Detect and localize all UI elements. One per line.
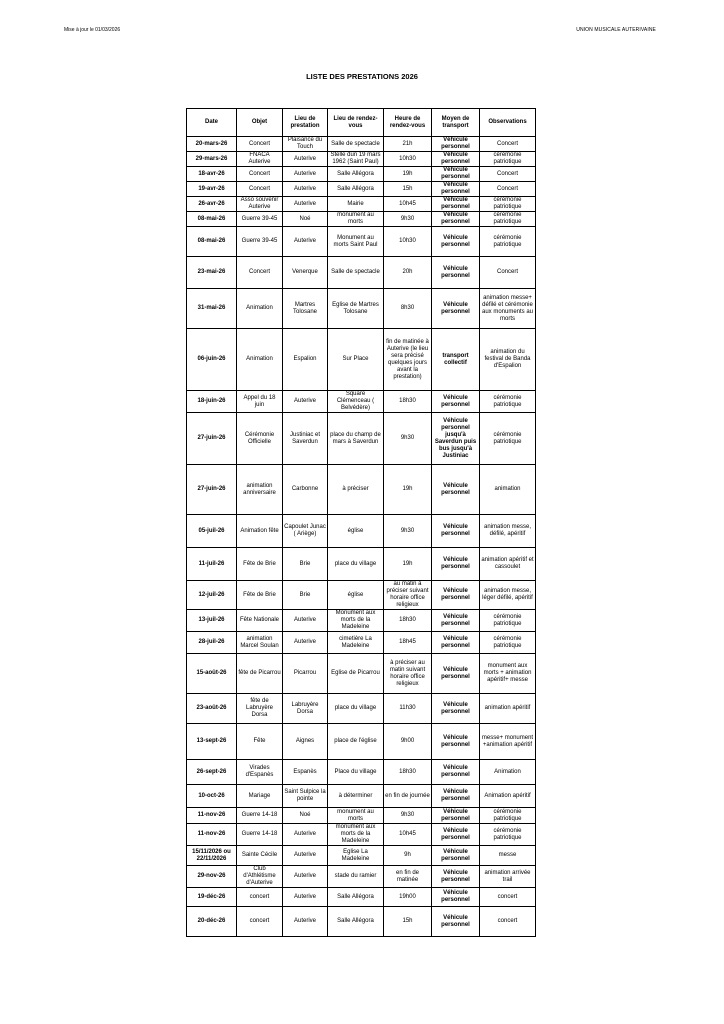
cell-objet: Concert	[237, 182, 283, 197]
cell-obs: animation messe, défilé, apéritif	[480, 515, 536, 548]
cell-heure: 9h30	[384, 515, 432, 548]
cell-rdv: monument au morts	[328, 808, 384, 824]
cell-objet: Appel du 18 juin	[237, 391, 283, 413]
cell-lieu: Venerque	[283, 257, 328, 289]
cell-date: 29-mars-26	[187, 152, 237, 167]
cell-lieu: Noé	[283, 212, 328, 227]
cell-date: 18-avr-26	[187, 167, 237, 182]
cell-heure: 19h	[384, 548, 432, 581]
cell-transport: Véhicule personnel	[432, 152, 480, 167]
cell-transport: Véhicule personnel	[432, 212, 480, 227]
cell-rdv: Eglise La Madeleine	[328, 846, 384, 866]
col-header-date: Date	[187, 109, 237, 137]
cell-lieu: Justiniac et Saverdun	[283, 413, 328, 465]
cell-obs: animation	[480, 465, 536, 515]
cell-lieu: Brie	[283, 548, 328, 581]
cell-obs: Concert	[480, 167, 536, 182]
cell-rdv: Salle Allégora	[328, 888, 384, 907]
cell-rdv: monument au morts	[328, 212, 384, 227]
cell-lieu: Brie	[283, 581, 328, 610]
cell-heure: 10h30	[384, 152, 432, 167]
table-row	[187, 888, 536, 907]
cell-rdv: Sur Place	[328, 329, 384, 391]
cell-heure: 10h30	[384, 227, 432, 257]
cell-obs: cérémonie patriotique	[480, 808, 536, 824]
cell-date: 26-sept-26	[187, 760, 237, 785]
update-date: Mise à jour le 01/03/2026	[64, 27, 121, 33]
table-row	[187, 329, 536, 391]
cell-lieu: Auterive	[283, 152, 328, 167]
cell-rdv: monument aux morts de la Madeleine	[328, 824, 384, 846]
cell-objet: Mariage	[237, 785, 283, 808]
cell-obs: animation du festival de Banda d'Espalion	[480, 329, 536, 391]
cell-lieu: Auterive	[283, 907, 328, 937]
cell-obs: cérémonie patriotique	[480, 610, 536, 632]
table-row	[187, 515, 536, 548]
cell-objet: FNACA Auterive	[237, 152, 283, 167]
cell-heure: en fin de matinée	[384, 866, 432, 888]
cell-rdv: église	[328, 515, 384, 548]
cell-transport: Véhicule personnel	[432, 760, 480, 785]
cell-transport: Véhicule personnel	[432, 724, 480, 760]
cell-obs: cérémonie patriotique	[480, 212, 536, 227]
cell-heure: 9h30	[384, 212, 432, 227]
cell-heure: 10h45	[384, 824, 432, 846]
cell-objet: animation Marcel Soulan	[237, 632, 283, 654]
cell-lieu: Picarrou	[283, 654, 328, 694]
cell-transport: Véhicule personnel	[432, 227, 480, 257]
cell-transport: Véhicule personnel	[432, 182, 480, 197]
cell-obs: cérémonie patriotique	[480, 391, 536, 413]
cell-date: 31-mai-26	[187, 289, 237, 329]
cell-transport: Véhicule personnel	[432, 197, 480, 212]
table-row	[187, 167, 536, 182]
cell-obs: cérémonie patriotique	[480, 227, 536, 257]
cell-heure: au matin à préciser suivant horaire office religieux	[384, 581, 432, 610]
cell-heure: 9h30	[384, 413, 432, 465]
cell-date: 23-mai-26	[187, 257, 237, 289]
cell-transport: Véhicule personnel	[432, 808, 480, 824]
cell-lieu: Saint Sulpice la pointe	[283, 785, 328, 808]
prestations-table	[186, 108, 536, 937]
cell-heure: 18h45	[384, 632, 432, 654]
cell-transport: Véhicule personnel	[432, 632, 480, 654]
cell-rdv: cimetière La Madeleine	[328, 632, 384, 654]
cell-rdv: Stelle dun 19 mars 1962 (Saint Paul)	[328, 152, 384, 167]
table-row	[187, 212, 536, 227]
cell-transport: Véhicule personnel	[432, 785, 480, 808]
cell-rdv: place de l'église	[328, 724, 384, 760]
table-row	[187, 610, 536, 632]
cell-date: 12-juil-26	[187, 581, 237, 610]
table-row	[187, 846, 536, 866]
cell-lieu: Plaisance du Touch	[283, 137, 328, 152]
cell-objet: Concert	[237, 167, 283, 182]
cell-transport: Véhicule personnel	[432, 654, 480, 694]
cell-transport: Véhicule personnel	[432, 465, 480, 515]
cell-objet: Animation	[237, 329, 283, 391]
cell-lieu: Auterive	[283, 391, 328, 413]
cell-date: 15-août-26	[187, 654, 237, 694]
cell-objet: Concert	[237, 257, 283, 289]
cell-lieu: Auterive	[283, 632, 328, 654]
cell-transport: Véhicule personnel	[432, 289, 480, 329]
cell-transport: Véhicule personnel	[432, 846, 480, 866]
cell-lieu: Carbonne	[283, 465, 328, 515]
cell-transport: Véhicule personnel	[432, 548, 480, 581]
cell-transport: Véhicule personnel	[432, 391, 480, 413]
table-row	[187, 654, 536, 694]
table-row	[187, 413, 536, 465]
table-row	[187, 152, 536, 167]
cell-date: 28-juil-26	[187, 632, 237, 654]
cell-transport: Véhicule personnel	[432, 866, 480, 888]
cell-lieu: Auterive	[283, 197, 328, 212]
organization-name: UNION MUSICALE AUTERIVAINE	[576, 27, 656, 33]
cell-rdv: Salle de spectacle	[328, 257, 384, 289]
cell-objet: Club d'Athlétisme d'Auterive	[237, 866, 283, 888]
cell-objet: Guerre 39-45	[237, 212, 283, 227]
cell-rdv: Salle Allégora	[328, 182, 384, 197]
col-header-heure: Heure de rendez-vous	[384, 109, 432, 137]
cell-obs: Animation	[480, 760, 536, 785]
table-row	[187, 581, 536, 610]
cell-obs: monument aux morts + animation apéritif+ messe	[480, 654, 536, 694]
cell-lieu: Espalion	[283, 329, 328, 391]
cell-lieu: Labruyère Dorsa	[283, 694, 328, 724]
cell-heure: 9h00	[384, 724, 432, 760]
cell-lieu: Espanès	[283, 760, 328, 785]
cell-obs: concert	[480, 907, 536, 937]
col-header-lieu-rendez-vous: Lieu de rendez-vous	[328, 109, 384, 137]
cell-objet: fête de Picarrou	[237, 654, 283, 694]
cell-obs: messe+ monument +animation apéritif	[480, 724, 536, 760]
cell-objet: Fête de Brie	[237, 581, 283, 610]
cell-transport: Véhicule personnel	[432, 137, 480, 152]
cell-lieu: Auterive	[283, 167, 328, 182]
cell-rdv: stade du ramier	[328, 866, 384, 888]
cell-date: 15/11/2026 ou 22/11/2026	[187, 846, 237, 866]
cell-obs: cérémonie patriotique	[480, 632, 536, 654]
cell-objet: Fête de Brie	[237, 548, 283, 581]
cell-heure: en fin de journée	[384, 785, 432, 808]
cell-objet: fête de Labruyère Dorsa	[237, 694, 283, 724]
cell-objet: Fête	[237, 724, 283, 760]
cell-date: 08-mai-26	[187, 212, 237, 227]
table-row	[187, 785, 536, 808]
cell-heure: 9h	[384, 846, 432, 866]
cell-date: 06-juin-26	[187, 329, 237, 391]
table-row	[187, 197, 536, 212]
cell-transport: Véhicule personnel	[432, 824, 480, 846]
table-row	[187, 227, 536, 257]
cell-heure: 10h45	[384, 197, 432, 212]
cell-objet: concert	[237, 888, 283, 907]
cell-heure: 8h30	[384, 289, 432, 329]
table-row	[187, 182, 536, 197]
col-header-objet: Objet	[237, 109, 283, 137]
table-row	[187, 808, 536, 824]
cell-rdv: Place du village	[328, 760, 384, 785]
cell-date: 29-nov-26	[187, 866, 237, 888]
cell-objet: Sainte Cécile	[237, 846, 283, 866]
col-header-lieu-prestation: Lieu de prestation	[283, 109, 328, 137]
col-header-observations: Observations	[480, 109, 536, 137]
cell-lieu: Auterive	[283, 846, 328, 866]
cell-heure: 11h30	[384, 694, 432, 724]
table-row	[187, 632, 536, 654]
cell-date: 13-juil-26	[187, 610, 237, 632]
table-row	[187, 724, 536, 760]
table-row	[187, 257, 536, 289]
cell-rdv: Square Clémenceau ( Belvédère)	[328, 391, 384, 413]
cell-lieu: Auterive	[283, 227, 328, 257]
cell-obs: animation apéritif	[480, 694, 536, 724]
table-row	[187, 465, 536, 515]
cell-transport: transport collectif	[432, 329, 480, 391]
table-row	[187, 907, 536, 937]
cell-date: 08-mai-26	[187, 227, 237, 257]
cell-heure: à préciser au matin suivant horaire office religieux	[384, 654, 432, 694]
cell-rdv: place du village	[328, 548, 384, 581]
cell-date: 11-nov-26	[187, 824, 237, 846]
cell-objet: Guerre 39-45	[237, 227, 283, 257]
cell-obs: Concert	[480, 257, 536, 289]
cell-rdv: église	[328, 581, 384, 610]
cell-obs: Concert	[480, 137, 536, 152]
table-row	[187, 866, 536, 888]
cell-rdv: Mairie	[328, 197, 384, 212]
cell-date: 19-déc-26	[187, 888, 237, 907]
cell-transport: Véhicule personnel	[432, 167, 480, 182]
table-row	[187, 760, 536, 785]
cell-heure: 19h	[384, 465, 432, 515]
cell-rdv: place du village	[328, 694, 384, 724]
cell-objet: Asso souvenir Auterive	[237, 197, 283, 212]
cell-obs: cérémonie patriotique	[480, 413, 536, 465]
cell-transport: Véhicule personnel	[432, 610, 480, 632]
table-row	[187, 824, 536, 846]
cell-heure: 18h30	[384, 610, 432, 632]
table-row	[187, 391, 536, 413]
cell-objet: Guerre 14-18	[237, 808, 283, 824]
cell-objet: Animation fête	[237, 515, 283, 548]
cell-heure: 20h	[384, 257, 432, 289]
cell-date: 20-déc-26	[187, 907, 237, 937]
table-header-row	[187, 109, 536, 137]
cell-heure: 15h	[384, 907, 432, 937]
cell-date: 20-mars-26	[187, 137, 237, 152]
cell-rdv: Salle Allégora	[328, 907, 384, 937]
cell-rdv: à déterminer	[328, 785, 384, 808]
cell-transport: Véhicule personnel	[432, 888, 480, 907]
cell-obs: cérémonie patriotique	[480, 152, 536, 167]
col-header-transport: Moyen de transport	[432, 109, 480, 137]
cell-lieu: Martres Tolosane	[283, 289, 328, 329]
cell-transport: Véhicule personnel	[432, 907, 480, 937]
table-row	[187, 548, 536, 581]
table-row	[187, 694, 536, 724]
cell-date: 10-oct-26	[187, 785, 237, 808]
cell-obs: animation apéritif et cassoulet	[480, 548, 536, 581]
page-title: LISTE DES PRESTATIONS 2026	[306, 72, 418, 81]
cell-lieu: Auterive	[283, 610, 328, 632]
cell-date: 27-juin-26	[187, 413, 237, 465]
cell-objet: Virades d'Espanès	[237, 760, 283, 785]
cell-objet: Guerre 14-18	[237, 824, 283, 846]
cell-objet: Cérémonie Officielle	[237, 413, 283, 465]
cell-date: 26-avr-26	[187, 197, 237, 212]
cell-obs: Animation apéritif	[480, 785, 536, 808]
cell-lieu: Auterive	[283, 182, 328, 197]
cell-heure: fin de matinée à Auterive (le lieu sera précisé quelques jours avant la prestation)	[384, 329, 432, 391]
cell-objet: animation anniversaire	[237, 465, 283, 515]
table-row	[187, 289, 536, 329]
cell-rdv: Eglise de Martres Tolosane	[328, 289, 384, 329]
cell-heure: 15h	[384, 182, 432, 197]
cell-date: 23-août-26	[187, 694, 237, 724]
cell-heure: 18h30	[384, 391, 432, 413]
cell-transport: Véhicule personnel	[432, 515, 480, 548]
cell-lieu: Auterive	[283, 866, 328, 888]
cell-obs: animation messe+ défilé et cérémonie aux monuments au morts	[480, 289, 536, 329]
table-row	[187, 137, 536, 152]
cell-date: 05-juil-26	[187, 515, 237, 548]
cell-heure: 19h	[384, 167, 432, 182]
cell-rdv: Salle de spectacle	[328, 137, 384, 152]
cell-obs: cérémonie patriotique	[480, 197, 536, 212]
cell-transport: Véhicule personnel	[432, 257, 480, 289]
cell-lieu: Noé	[283, 808, 328, 824]
cell-lieu: Aignes	[283, 724, 328, 760]
cell-objet: Concert	[237, 137, 283, 152]
cell-obs: concert	[480, 888, 536, 907]
cell-objet: concert	[237, 907, 283, 937]
cell-heure: 19h00	[384, 888, 432, 907]
cell-rdv: place du champ de mars à Saverdun	[328, 413, 384, 465]
cell-heure: 9h30	[384, 808, 432, 824]
cell-date: 13-sept-26	[187, 724, 237, 760]
cell-transport: Véhicule personnel jusqu'à Saverdun puis bus jusqu'à Justiniac	[432, 413, 480, 465]
cell-objet: Fête Nationale	[237, 610, 283, 632]
cell-heure: 18h30	[384, 760, 432, 785]
cell-date: 11-juil-26	[187, 548, 237, 581]
cell-lieu: Auterive	[283, 824, 328, 846]
cell-date: 11-nov-26	[187, 808, 237, 824]
cell-obs: animation arrivée trail	[480, 866, 536, 888]
cell-rdv: Salle Allégora	[328, 167, 384, 182]
cell-obs: Concert	[480, 182, 536, 197]
cell-rdv: Monument au morts Saint Paul	[328, 227, 384, 257]
cell-transport: Véhicule personnel	[432, 694, 480, 724]
cell-date: 27-juin-26	[187, 465, 237, 515]
cell-date: 19-avr-26	[187, 182, 237, 197]
cell-rdv: Monument aux morts de la Madeleine	[328, 610, 384, 632]
cell-rdv: à préciser	[328, 465, 384, 515]
cell-heure: 21h	[384, 137, 432, 152]
cell-obs: animation messe, léger défilé, apéritif	[480, 581, 536, 610]
cell-date: 18-juin-26	[187, 391, 237, 413]
cell-obs: cérémonie patriotique	[480, 824, 536, 846]
cell-obs: messe	[480, 846, 536, 866]
cell-rdv: Eglise de Picarrou	[328, 654, 384, 694]
cell-transport: Véhicule personnel	[432, 581, 480, 610]
cell-objet: Animation	[237, 289, 283, 329]
cell-lieu: Auterive	[283, 888, 328, 907]
cell-lieu: Capoulet Junac ( Ariège)	[283, 515, 328, 548]
